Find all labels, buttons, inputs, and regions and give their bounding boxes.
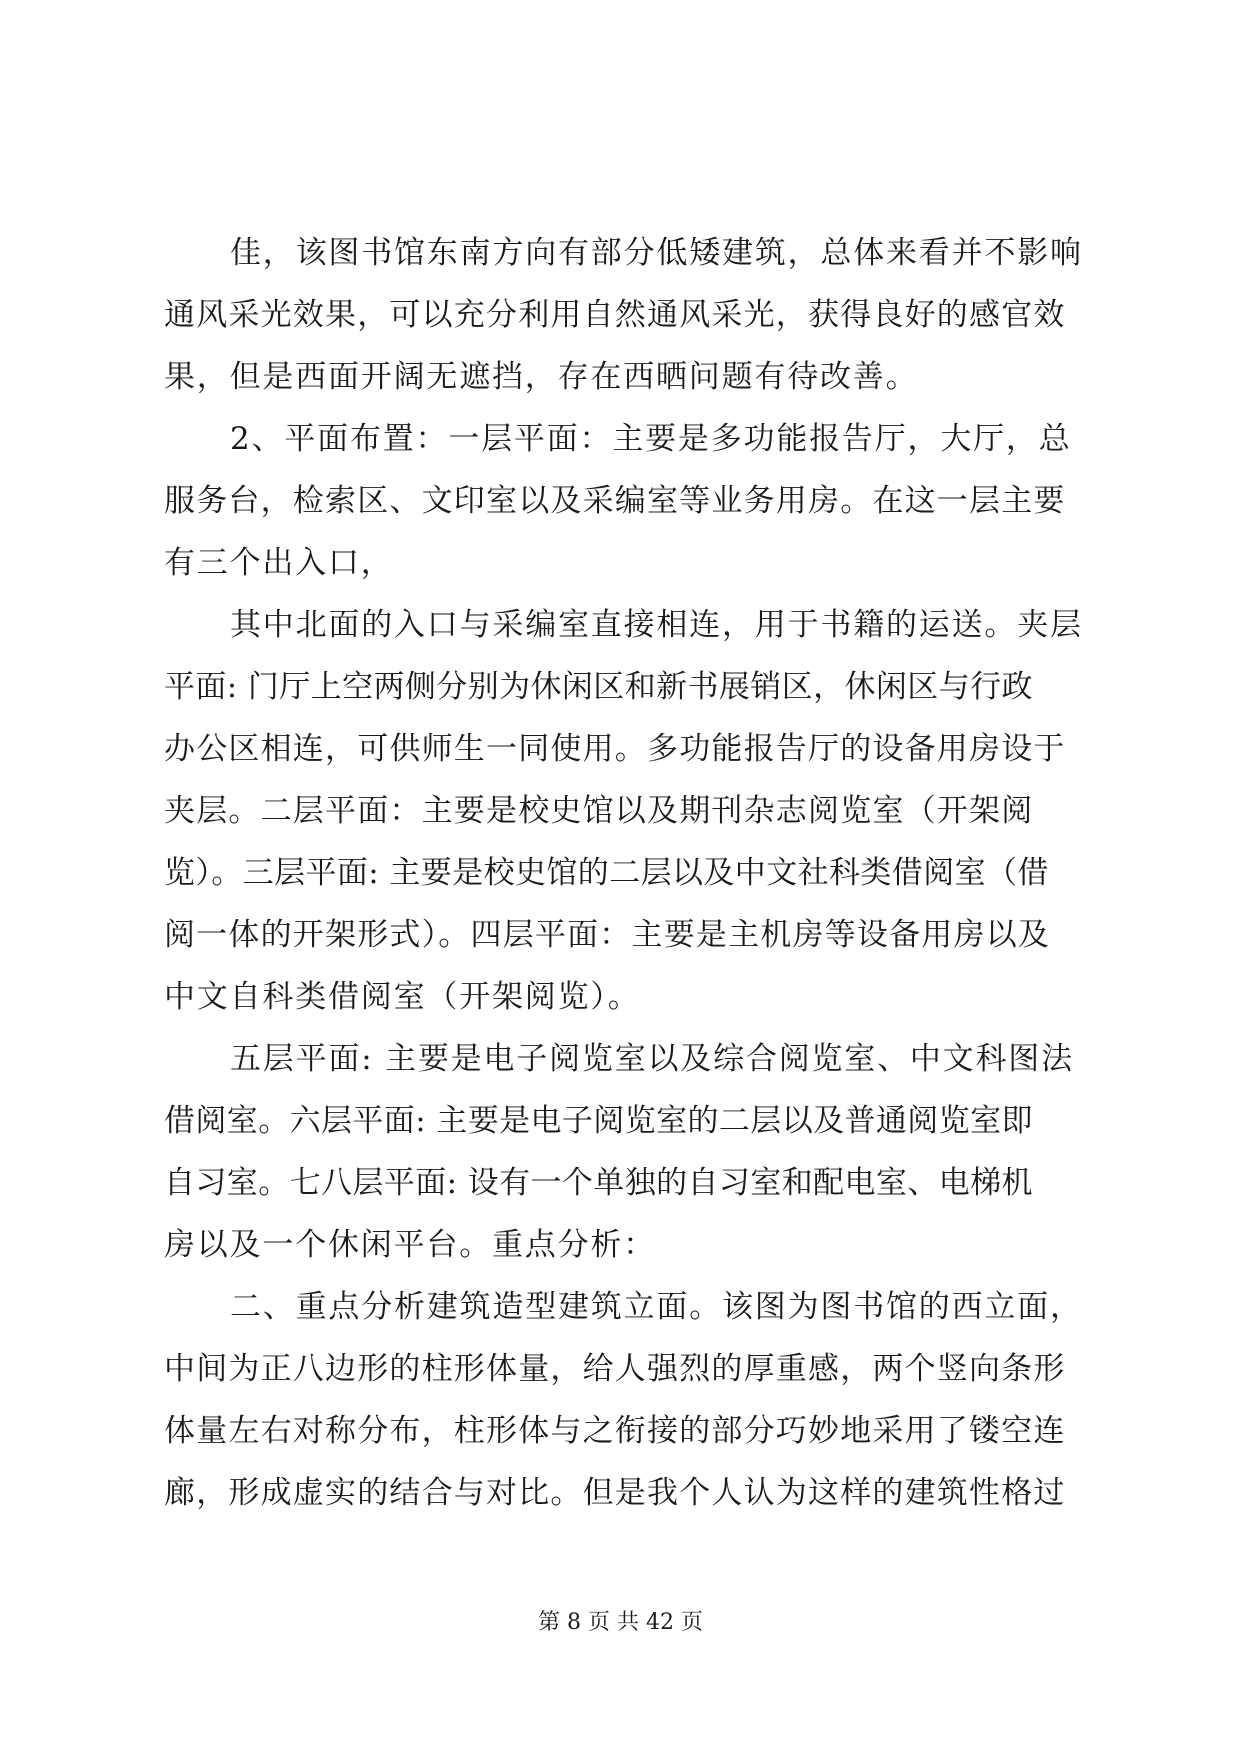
text-line: 果，但是西面开阔无遮挡，存在西晒问题有待改善。 [164, 359, 919, 395]
text-line: 览）。三层平面: 主要是校史馆的二层以及中文社科类借阅室（借 [164, 855, 1049, 891]
text-line: 办公区相连，可供师生一同使用。多功能报告厅的设备用房设于 [164, 731, 1066, 767]
text-line: 中文自科类借阅室（开架阅览）。 [164, 979, 641, 1015]
page-number-footer: 第 8 页 共 42 页 [538, 1610, 703, 1635]
text-line: 廊，形成虚实的结合与对比。但是我个人认为这样的建筑性格过 [164, 1475, 1066, 1511]
body-text [164, 222, 1082, 1524]
text-line: 夹层。二层平面：主要是校史馆以及期刊杂志阅览室（开架阅 [164, 793, 1034, 829]
text-line: 中间为正八边形的柱形体量，给人强烈的厚重感，两个竖向条形 [164, 1351, 1066, 1387]
text-line: 房以及一个休闲平台。重点分析： [164, 1227, 656, 1263]
text-line: 借阅室。六层平面: 主要是电子阅览室的二层以及普通阅览室即 [164, 1103, 1033, 1139]
text-line: 五层平面: 主要是电子阅览室以及综合阅览室、中文科图法 [230, 1041, 1074, 1077]
text-line: 服务台，检索区、文印室以及采编室等业务用房。在这一层主要 [164, 483, 1066, 519]
text-line: 阅一体的开架形式）。四层平面：主要是主机房等设备用房以及 [164, 917, 1051, 953]
text-line: 其中北面的入口与采编室直接相连，用于书籍的运送。夹层 [230, 607, 1083, 643]
text-line: 2、平面布置：一层平面：主要是多功能报告厅，大厅，总 [230, 421, 1072, 457]
text-line: 二、重点分析建筑造型建筑立面。该图为图书馆的西立面， [230, 1289, 1083, 1325]
text-line: 体量左右对称分布，柱形体与之衔接的部分巧妙地采用了镂空连 [164, 1413, 1066, 1449]
text-line: 平面: 门厅上空两侧分别为休闲区和新书展销区，休闲区与行政 [164, 669, 1033, 705]
text-line: 有三个出入口， [164, 545, 394, 581]
text-line: 佳，该图书馆东南方向有部分低矮建筑，总体来看并不影响 [230, 235, 1083, 271]
text-line: 自习室。七八层平面: 设有一个单独的自习室和配电室、电梯机 [164, 1165, 1033, 1201]
text-line: 通风采光效果，可以充分利用自然通风采光，获得良好的感官效 [164, 297, 1066, 333]
